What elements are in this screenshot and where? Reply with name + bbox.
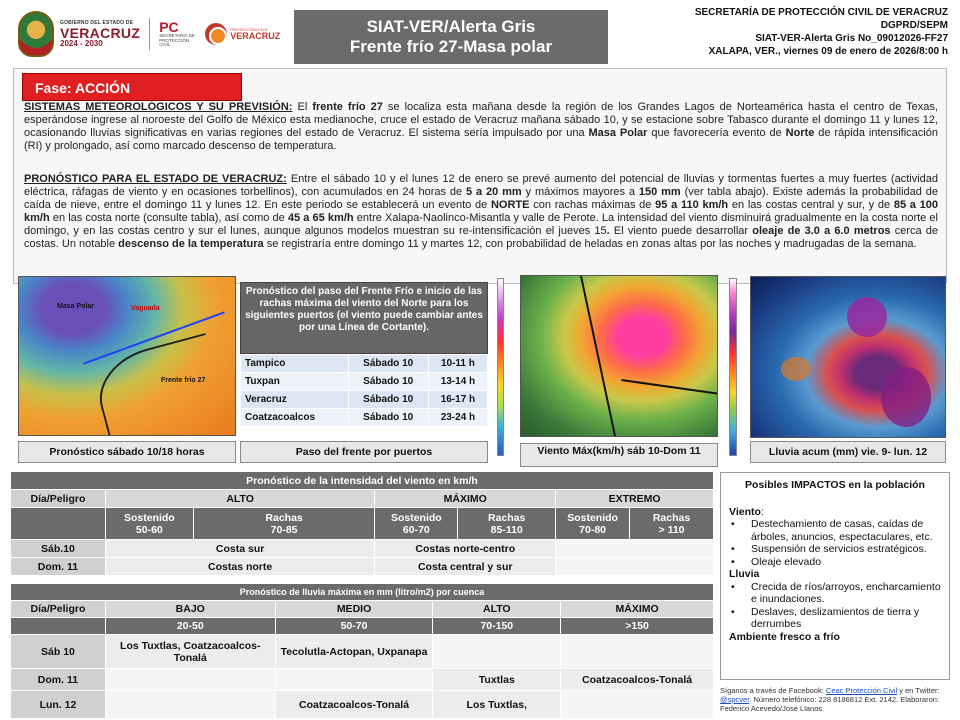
accumulated-rain-map bbox=[750, 276, 946, 438]
header-info bbox=[618, 6, 948, 58]
port-row bbox=[241, 355, 488, 373]
rain-cell-alto: Tuxtlas bbox=[433, 669, 561, 691]
rain-cell-alto bbox=[433, 635, 561, 669]
rain-cell bbox=[881, 367, 931, 427]
gov-logo bbox=[60, 21, 140, 48]
impacts-title: Posibles IMPACTOS en la población bbox=[745, 479, 925, 491]
gov-years: 2024 - 2030 bbox=[60, 38, 103, 48]
wind-sub-blank bbox=[11, 508, 106, 540]
wind-map-coastline-south bbox=[621, 379, 718, 395]
wind-row-day: Dom. 11 bbox=[11, 558, 106, 576]
rain-cell-bajo: Los Tuxtlas, Coatzacoalcos-Tonalá bbox=[105, 635, 275, 669]
veracruz-seal-icon bbox=[18, 11, 54, 57]
agency-name: SECRETARÍA DE PROTECCIÓN CIVIL DE VERACRUZ bbox=[694, 7, 948, 18]
wind-cell-alto: Costa sur bbox=[105, 540, 374, 558]
rain-forecast-table bbox=[10, 583, 714, 719]
rain-cell-max bbox=[561, 691, 714, 719]
gov-small-text: GOBIERNO DEL ESTADO DE bbox=[60, 19, 134, 26]
wind-sub-sostenido-max: Sostenido 60-70 bbox=[375, 508, 458, 540]
impact-item: • Deslaves, deslizamientos de tierra y derrumbes bbox=[751, 606, 941, 631]
gov-name: VERACRUZ bbox=[60, 24, 141, 41]
impacts-wind-heading: Viento: bbox=[729, 505, 764, 518]
trough-label: Vaguada bbox=[131, 305, 160, 312]
phase-badge: Fase: ACCIÓN bbox=[22, 73, 242, 101]
wind-sub-rachas-max: Rachas 85-110 bbox=[458, 508, 556, 540]
wind-map-coastline bbox=[580, 276, 616, 436]
wind-cell-max: Costa central y sur bbox=[375, 558, 556, 576]
twitter-link[interactable]: @spcver bbox=[720, 695, 750, 704]
ports-caption: Paso del frente por puertos bbox=[240, 441, 488, 463]
rain-range-bajo: 20-50 bbox=[105, 618, 275, 635]
wind-col-day: Día/Peligro bbox=[11, 490, 106, 508]
wind-sub-rachas-alto: Rachas 70-85 bbox=[193, 508, 375, 540]
ports-table bbox=[240, 354, 488, 427]
impact-item: • Destechamiento de casas, caídas de árboles, anuncios, espectaculares, etc. bbox=[751, 518, 941, 543]
state-forecast-paragraph: PRONÓSTICO PARA EL ESTADO DE VERACRUZ: Entre el sábado 10 y el lunes 12 de enero se prevé aumento del potencial de lluvias y tormentas fuertes a muy fuertes (actividad eléctrica, ráfagas de viento y en ocasiones torbellinos), con acumulados en 24 horas de 5 a 20 mm y máximos mayores a 150 mm (ver tabla abajo). Existe además la probabilidad de caída de nieve, entre el domingo 11 y lunes 12. En este periodo se establecerá un evento de NORTE con rachas máximas de 95 a 110 km/h en las costas central y sur, y de 85 a 100 km/h en las costa norte (consulte tabla), así como de 45 a 65 km/h entre Xalapa-Naolinco-Misantla y valle de Perote. La intensidad del viento disminuirá gradualmente en la costa norte el domingo, y en las costas centro y sur el lunes, aunque algunos modelos muestran su re-intensificación el jueves 15. El viento puede desarrollar oleaje de 3.0 a 6.0 metros cerca de costas. Un notable descenso de la temperatura se registraría entre domingo 11 y martes 12, con probabilidad de heladas en zonas altas por las noches y madrugadas de la semana. bbox=[24, 173, 939, 250]
impacts-ambient: Ambiente fresco a frío bbox=[729, 630, 840, 643]
cold-front-label: Frente frío 27 bbox=[161, 377, 206, 384]
pcv-small-text: PROTECCIÓN CIVIL bbox=[230, 26, 268, 32]
rain-color-scale bbox=[729, 278, 737, 456]
port-row bbox=[241, 409, 488, 427]
rain-range-medio: 50-70 bbox=[275, 618, 433, 635]
impacts-rain-list bbox=[729, 581, 941, 631]
polar-mass-label: Masa Polar bbox=[57, 303, 94, 310]
map1-caption: Pronóstico sábado 10/18 horas bbox=[18, 441, 236, 463]
rain-cell bbox=[781, 357, 811, 381]
port-day: Sábado 10 bbox=[348, 355, 428, 373]
wind-cell-alto: Costas norte bbox=[105, 558, 374, 576]
port-hours: 13-14 h bbox=[428, 373, 487, 391]
pc-label: PC bbox=[159, 19, 179, 36]
forecast-text-panel bbox=[13, 68, 947, 284]
impacts-wind-list bbox=[729, 518, 941, 568]
footer-tw-prefix: y en Twitter: bbox=[899, 686, 940, 695]
rain-cell-medio bbox=[275, 669, 433, 691]
port-day: Sábado 10 bbox=[348, 409, 428, 427]
synoptic-forecast-map bbox=[18, 276, 236, 436]
port-day: Sábado 10 bbox=[348, 373, 428, 391]
rain-map-caption: Lluvia acum (mm) vie. 9- lun. 12 bbox=[750, 441, 946, 463]
wind-row-day: Sáb.10 bbox=[11, 540, 106, 558]
port-name: Tuxpan bbox=[241, 373, 349, 391]
port-name: Tampico bbox=[241, 355, 349, 373]
map-coastline bbox=[89, 333, 228, 436]
rain-cell-bajo bbox=[105, 691, 275, 719]
rain-range-alto: 70-150 bbox=[433, 618, 561, 635]
rain-col-day: Día/Peligro bbox=[11, 601, 106, 618]
logo-divider bbox=[149, 18, 150, 50]
rain-col-alto: ALTO bbox=[433, 601, 561, 618]
port-row bbox=[241, 373, 488, 391]
pc-logo bbox=[159, 20, 199, 48]
rain-col-medio: MEDIO bbox=[275, 601, 433, 618]
port-hours: 10-11 h bbox=[428, 355, 487, 373]
wind-col-maximo: MÁXIMO bbox=[375, 490, 556, 508]
alert-title: SIAT-VER/Alerta Gris bbox=[366, 17, 536, 36]
pcv-logo bbox=[205, 23, 280, 45]
rain-cell-bajo bbox=[105, 669, 275, 691]
wind-color-scale bbox=[497, 278, 504, 456]
impact-item: • Oleaje elevado bbox=[751, 556, 941, 569]
alert-title-box bbox=[294, 10, 608, 64]
rain-cell-medio: Tecolutla-Actopan, Uxpanapa bbox=[275, 635, 433, 669]
port-name: Veracruz bbox=[241, 391, 349, 409]
port-row bbox=[241, 391, 488, 409]
pcv-name: VERACRUZ bbox=[230, 30, 281, 41]
rain-row-day: Sáb 10 bbox=[11, 635, 106, 669]
wind-col-alto: ALTO bbox=[105, 490, 374, 508]
alert-subtitle: Frente frío 27-Masa polar bbox=[349, 37, 553, 56]
facebook-link[interactable]: Ceac Protección Civil bbox=[825, 686, 898, 695]
wind-table-title: Pronóstico de la intensidad del viento en km/h bbox=[11, 472, 714, 490]
alert-number: SIAT-VER-Alerta Gris No_09012026-FF27 bbox=[755, 33, 948, 44]
impact-item: • Suspensión de servicios estratégicos. bbox=[751, 543, 941, 556]
civil-protection-icon bbox=[205, 23, 227, 45]
wind-sub-sostenido-ext: Sostenido 70-80 bbox=[556, 508, 630, 540]
meteorological-systems-paragraph: SISTEMAS METEOROLÓGICOS Y SU PREVISIÓN: El frente frío 27 se localiza esta mañana desde la región de los Grandes Lagos de Norteamérica hasta el centro de Texas, esperándose ingrese al noroeste del Golfo de México esta medianoche, cruce el estado de Veracruz mañana sábado 10, y se estacione sobre Tabasco durante el domingo 11 y lunes 12, ocasionando lluvias significativas en varias regiones del estado de Veracruz. El sistema sería impulsado por una Masa Polar que favorecería evento de Norte de rápida intensificación (RI) y prolongado, así como marcado descenso de temperatura. bbox=[24, 101, 938, 152]
wind-cell-ext bbox=[556, 540, 714, 558]
impacts-box bbox=[720, 472, 950, 680]
impacts-rain-heading: Lluvia bbox=[729, 568, 760, 580]
rain-range-blank bbox=[11, 618, 106, 635]
rain-cell bbox=[847, 297, 887, 337]
wind-cell-ext bbox=[556, 558, 714, 576]
footer-contact bbox=[720, 686, 952, 713]
rain-table-title: Pronóstico de lluvia máxima en mm (litro/m2) por cuenca bbox=[11, 584, 714, 601]
rain-col-maximo: MÁXIMO bbox=[561, 601, 714, 618]
port-day: Sábado 10 bbox=[348, 391, 428, 409]
port-hours: 16-17 h bbox=[428, 391, 487, 409]
footer-phone: . Número telefónico: 228 8186812 Ext. 2142. Elaboraron: Federico Acevedo/José Llanos bbox=[720, 695, 940, 713]
rain-cell-max: Coatzacoalcos-Tonalá bbox=[561, 669, 714, 691]
issue-date: XALAPA, VER., viernes 09 de enero de 2026/8:00 h bbox=[708, 46, 948, 57]
department: DGPRD/SEPM bbox=[880, 20, 948, 31]
wind-col-extremo: EXTREMO bbox=[556, 490, 714, 508]
port-name: Coatzacoalcos bbox=[241, 409, 349, 427]
wind-sub-sostenido-alto: Sostenido 50-60 bbox=[105, 508, 193, 540]
rain-cell-alto: Los Tuxtlas, bbox=[433, 691, 561, 719]
rain-range-max: >150 bbox=[561, 618, 714, 635]
rain-cell-medio: Coatzacoalcos-Tonalá bbox=[275, 691, 433, 719]
impact-item: • Crecida de ríos/arroyos, encharcamiento e inundaciones. bbox=[751, 581, 941, 606]
rain-row-day: Lun. 12 bbox=[11, 691, 106, 719]
footer-fb-prefix: Síganos a través de Facebook: bbox=[720, 686, 824, 695]
wind-map-caption: Viento Máx(km/h) sáb 10-Dom 11 bbox=[520, 443, 718, 467]
wind-sub-rachas-ext: Rachas > 110 bbox=[630, 508, 714, 540]
rain-col-bajo: BAJO bbox=[105, 601, 275, 618]
max-wind-map bbox=[520, 275, 718, 437]
wind-intensity-table bbox=[10, 471, 714, 576]
header-logos bbox=[18, 8, 288, 60]
ports-title-box: Pronóstico del paso del Frente Frío e inicio de las rachas máxima del viento del Norte para los siguientes puertos (el viento puede cambiar antes por una Línea de Cortante). bbox=[240, 282, 488, 354]
wind-cell-max: Costas norte-centro bbox=[375, 540, 556, 558]
pc-small-text: SECRETARÍA DE PROTECCIÓN CIVIL bbox=[159, 33, 195, 48]
rain-row-day: Dom. 11 bbox=[11, 669, 106, 691]
port-hours: 23-24 h bbox=[428, 409, 487, 427]
rain-cell-max bbox=[561, 635, 714, 669]
